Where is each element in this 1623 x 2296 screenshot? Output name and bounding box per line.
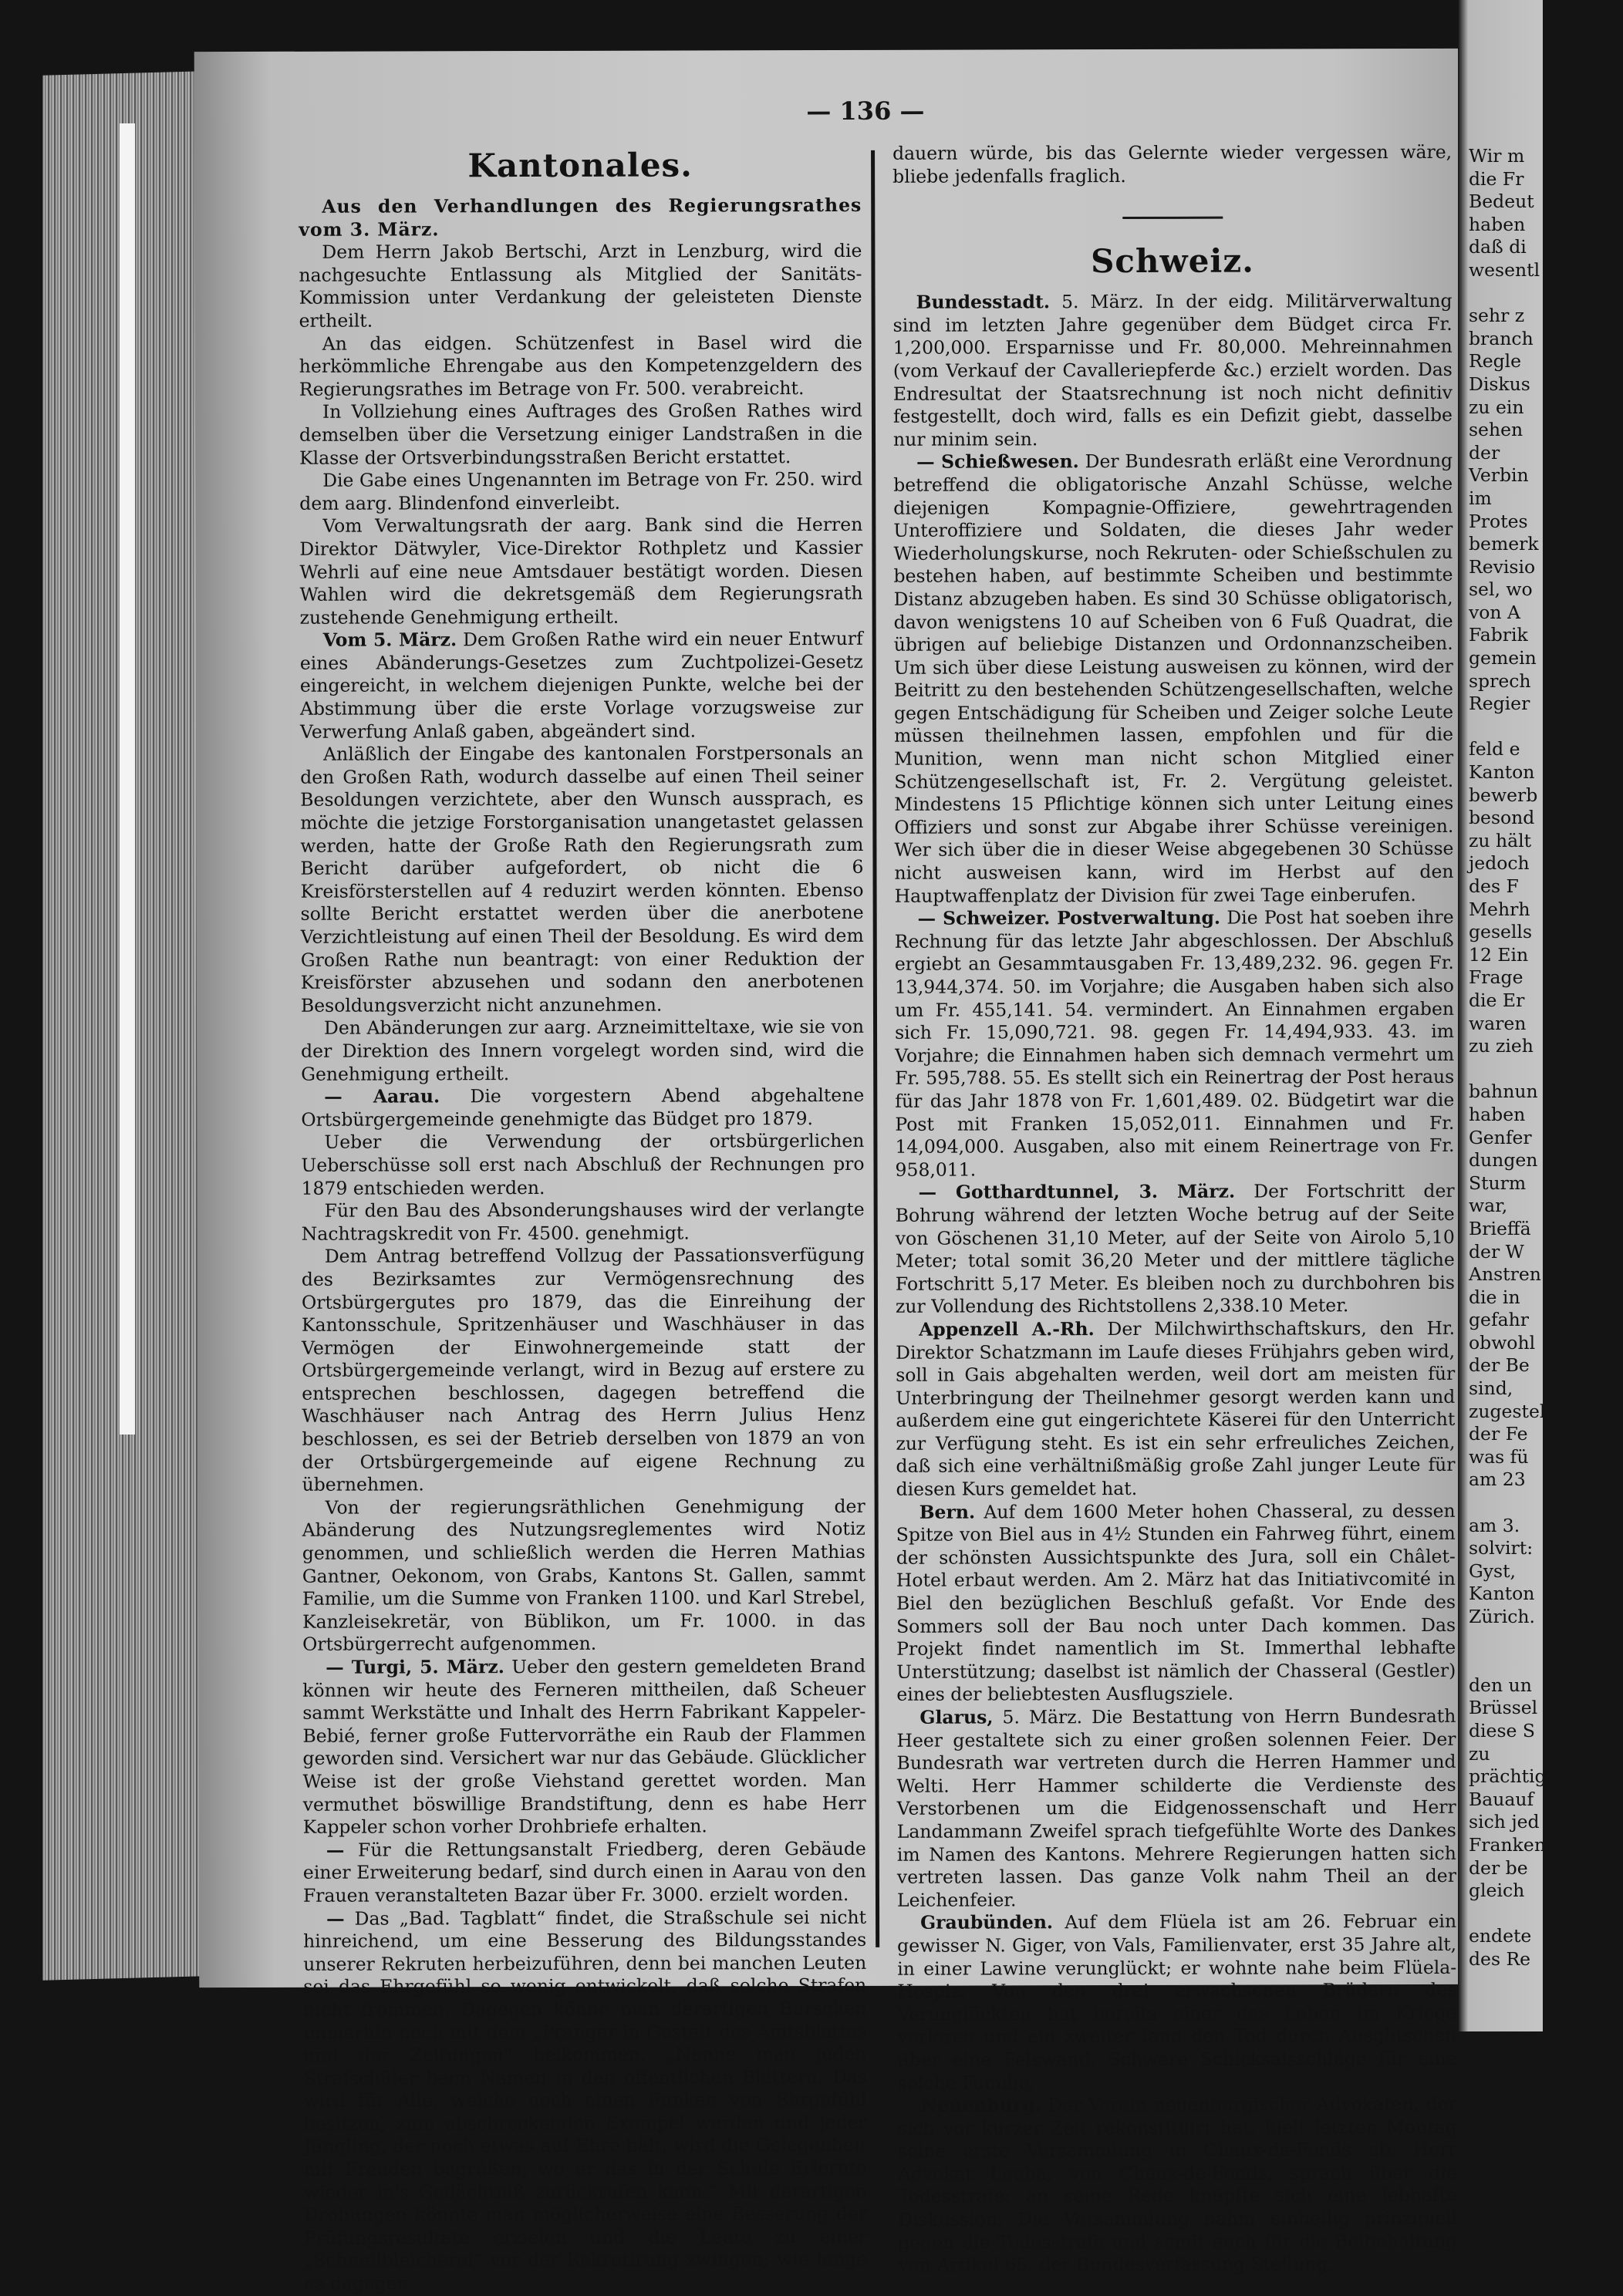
article-paragraph	[299, 194, 862, 241]
next-page-line	[1469, 1492, 1623, 1515]
section-title-schweiz: Schweiz.	[1090, 241, 1254, 281]
next-page-line: Regle	[1469, 350, 1522, 373]
next-page-line: feld e	[1469, 738, 1520, 760]
section-title-kantonales: Kantonales.	[467, 146, 693, 185]
paragraph-text: Von der regierungsräthlichen Genehmigung der Abänderung des Nutzungsreglementes wird Notiz genommen, und schließlich werden die Herren Mathias Gantner, Oekonom, von Grabs, Kantons St. Gallen, sammt Familie, um die Summe von Franken 1100. und Karl Strebel, Kanzleisekretär, von Büblikon, um Fr. 1000. in das Ortsbürgerrecht aufgenommen.	[302, 1495, 866, 1656]
next-page-line: dungen	[1469, 1149, 1538, 1172]
paragraph-lead: Graubünden.	[920, 1911, 1054, 1934]
next-page-line: wesentl	[1469, 258, 1540, 281]
next-page-line: des Re	[1469, 1947, 1531, 1970]
article-paragraph	[303, 1838, 866, 1908]
paragraph-text: Den Abänderungen zur aarg. Arzneimitteltaxe, wie sie von der Direktion des Innern vorgelegt worden sind, wird die Genehmigung ertheilt.	[301, 1016, 865, 1085]
paragraph-text: An das eidgen. Schützenfest in Basel wird die herkömmliche Ehrengabe aus den Kompetenzgeldern des Regierungsrathes im Betrage von Fr. 500. verabreicht.	[299, 331, 862, 400]
paragraph-text: Der Bundesrath erläßt eine Verordnung betreffend die obligatorische Anzahl Schüsse, welche diejenigen Kompagnie-Offiziere, gewehrtragenden Unteroffiziere und Soldaten, die dieses Jahr weder Wiederholungskurse, noch Rekruten- oder Schießschulen zu bestehen haben, auf bestimmte Scheiben und bestimmte Distanz abzugeben haben. Es sind 30 Schüsse obligatorisch, davon wenigstens 10 auf Scheiben von 6 Fuß Quadrat, die übrigen auf beliebige Distanzen und Ordonnanzscheiben. Um sich über diese Leistung ausweisen zu können, wird der Beitritt zu den bestehenden Schützengesellschaften, welche gegen Entschädigung für Scheiben und Zeiger solche Leute müssen theilnehmen lassen, empfohlen und für die Munition, wenn man nicht schon Mitglied einer Schützengesellschaft ist, Fr. 2. Vergütung geleistet. Mindestens 15 Pflichtige können sich unter Leitung eines Offiziers und sonst zur Abgabe ihrer Schüsse vereinigen. Wer sich über die in dieser Weise abgegebenen 30 Schüsse nicht ausweisen kann, wird im Herbst auf den Hauptwaffenplatz der Division für zwei Tage einberufen.	[893, 450, 1454, 907]
paragraph-lead: — Schießwesen.	[916, 450, 1079, 474]
paragraph-lead: — Aarau.	[324, 1085, 440, 1108]
next-page-line: besond	[1469, 807, 1535, 829]
article-paragraph	[893, 290, 1453, 451]
next-page-line: war,	[1469, 1195, 1508, 1217]
next-page-line: Frage	[1469, 966, 1523, 989]
kantonales-articles	[299, 194, 867, 2296]
paragraph-lead: Bern.	[919, 1501, 976, 1523]
newspaper-page	[194, 49, 1465, 2294]
next-page-line: waren	[1469, 1012, 1527, 1034]
next-page-line: obwohl	[1469, 1331, 1536, 1354]
article-paragraph	[301, 1016, 864, 1086]
article-paragraph	[301, 1084, 864, 1131]
next-page-line: jedoch	[1469, 852, 1530, 875]
next-page-line: endete	[1469, 1925, 1532, 1947]
next-page-text-fragments	[1469, 145, 1623, 1971]
next-page-line: der Fe	[1469, 1423, 1528, 1445]
next-page-line: bahnun	[1469, 1081, 1538, 1103]
next-page-line: Regier	[1469, 693, 1530, 715]
next-page-line: von A	[1469, 601, 1521, 623]
next-page-line: 12 Ein	[1469, 943, 1529, 966]
next-page-line: Bedeut	[1469, 190, 1534, 213]
next-page-line: gesells	[1469, 921, 1533, 943]
article-paragraph	[302, 1244, 865, 1496]
next-page-line: sind,	[1469, 1377, 1513, 1400]
left-column	[299, 143, 867, 2296]
next-page-line: zugestel	[1469, 1400, 1546, 1422]
next-page-line: Zürich.	[1469, 1606, 1535, 1627]
next-page-line: Kanton	[1469, 1583, 1535, 1605]
next-page-line: gefahr	[1469, 1309, 1530, 1331]
article-paragraph	[299, 240, 862, 332]
next-page-line: Genfer	[1469, 1126, 1532, 1148]
next-page-line: sich jed	[1469, 1811, 1540, 1833]
paragraph-lead: Neuenburg.	[920, 2094, 1041, 2116]
next-page-line: sel, wo	[1469, 578, 1533, 601]
article-paragraph	[896, 1500, 1456, 1707]
paragraph-text: Auf dem Flüela ist am 26. Februar ein gewisser N. Giger, von Vals, Familienvater, erst 35 Jahre alt, in einer Lawine verunglückt; er wohnte nahe beim Flüela-Hospiz. Von den drei erwachsenen Brüdern des Verunglückten hat bereits einer das Leben im Kriege verloren und ein zweiter fand den Tod durch Ausglitschen über eine Felswand. Schwere Schicksalsschläge für eine solche Familie.	[897, 1910, 1457, 2094]
article-paragraph	[300, 628, 863, 743]
next-page-line: Diskus	[1469, 373, 1530, 395]
paragraph-lead: —	[326, 1907, 345, 1930]
next-page-line: Protes	[1469, 510, 1528, 532]
article-paragraph	[302, 1495, 866, 1657]
paragraph-text: Die Gabe eines Ungenannten im Betrage von Fr. 250. wird dem aarg. Blindenfond einverleibt.	[299, 468, 863, 514]
next-page-line: branch	[1469, 327, 1534, 349]
article-paragraph	[302, 1655, 866, 1839]
next-page-line: Bauauf	[1469, 1788, 1534, 1810]
next-page-line: der Be	[1469, 1354, 1530, 1377]
next-page-line: Anstren	[1469, 1263, 1541, 1286]
article-paragraph	[893, 450, 1454, 908]
next-page-line: Sturm	[1469, 1172, 1527, 1194]
article-paragraph	[896, 1180, 1455, 1318]
article-paragraph	[299, 331, 862, 401]
article-paragraph	[300, 742, 864, 1017]
paragraph-lead: Appenzell A.-Rh.	[919, 1318, 1095, 1340]
paragraph-text: 5. März. In der eidg. Militärverwaltung sind im letzten Jahre gegenüber dem Büdget circa Fr. 1,200,000. Ersparnisse und Fr. 80,000. Mehreinnahmen (vom Verkauf der Cavalleriepferde &c.) erzielt worden. Das Endresultat der Staatsrechnung ist noch nicht definitiv festgestellt, doch wird, falls es ein Defizit giebt, dasselbe nur minim sein.	[892, 290, 1453, 450]
next-page-line	[1469, 1058, 1623, 1081]
next-page-edge	[1458, 0, 1547, 2031]
schweiz-articles	[893, 290, 1458, 2277]
next-page-line: Mehrh	[1469, 898, 1530, 920]
article-paragraph	[299, 514, 862, 629]
article-paragraph	[301, 1130, 864, 1200]
paragraph-text: Die Post hat soeben ihre Rechnung für das letzte Jahr abgeschlossen. Der Abschluß ergiebt an Gesammtausgaben Fr. 13,489,232. 96. gegen Fr. 13,944,374. 50. im Vorjahre; die Ausgaben haben sich also um Fr. 455,141. 54. vermindert. An Einnahmen ergaben sich Fr. 15,090,721. 98. gegen Fr. 14,494,933. 43. im Vorjahre; die Einnahmen haben sich demnach vermehrt um Fr. 595,788. 55. Es stellt sich ein Reinertrag der Post heraus für das Jahr 1878 von Fr. 1,601,489. 02. Büdgetirt war die Post mit Franken 15,052,011. Einnahmen und Fr. 14,094,000. Ausgaben, also mit einem Reinertrage von Fr. 958,011.	[894, 906, 1455, 1181]
paragraph-text: Anläßlich der Eingabe des kantonalen Forstpersonals an den Großen Rath, wodurch dasselbe auf einen Theil seiner Besoldungen verzichtete, aber den Wunsch aussprach, es möchte die jetzige Forstorganisation unangetastet gelassen werden, hatte der Große Rath den Regierungsrath zum Bericht darüber aufgefordert, ob nicht die 6 Kreisförsterstellen auf 4 reduzirt werden könnten. Ebenso sollte Bericht erstattet werden über die anerbotene Verzichtleistung auf einen Theil der Besoldung. Es wird dem Großen Rathe nun beantragt: von einer Reduktion der Kreisförster abzusehen und sodann den anerbotenen Besoldungsverzicht nicht anzunehmen.	[300, 742, 864, 1017]
next-page-line: prächtig	[1469, 1765, 1547, 1788]
next-page-line: Kanton	[1469, 761, 1535, 784]
next-page-line: der W	[1469, 1240, 1524, 1263]
next-page-line: sehr z	[1469, 305, 1525, 327]
next-page-line: die Fr	[1469, 167, 1524, 190]
paragraph-text: Vom Verwaltungsrath der aarg. Bank sind die Herren Direktor Dätwyler, Vice-Direktor Rothpletz und Kassier Wehrli auf eine neue Amtsdauer bestätigt worden. Diesen Wahlen wird die dekretsgemäß dem Regierungsrath zustehende Genehmigung ertheilt.	[299, 514, 863, 629]
article-paragraph	[896, 1705, 1456, 1912]
next-page-line: Fabrik	[1469, 624, 1528, 646]
paragraph-lead: Vom 5. März.	[322, 629, 457, 651]
next-page-line: was fü	[1469, 1445, 1529, 1468]
article-paragraph	[897, 1910, 1457, 2095]
paragraph-text: Dem Großen Rathe wird ein neuer Entwurf eines Abänderungs-Gesetzes zum Zuchtpolizei-Gesetz eingereicht, in welchem diejenigen Punkte, welche bei der Abstimmung über die erste Vorlage vorzugsweise zur Verwerfung Anlaß gaben, abgeändert sind.	[299, 628, 863, 743]
next-page-line	[1469, 282, 1623, 305]
page-number: — 136 —	[806, 96, 925, 126]
paragraph-text: Ueber den gestern gemeldeten Brand können wir heute des Ferneren mittheilen, daß Scheuer sammt Werkstätte und Inhalt des Herrn Fabrikant Kappeler-Bebié, ferner große Futtervorräthe ein Raub der Flammen geworden sind. Versichert war nur das Gebäude. Glücklicher Weise ist der große Viehstand gerettet worden. Man vermuthet böswillige Brandstiftung, denn es habe Herr Kappeler schon vorher Drohbriefe erhalten.	[302, 1654, 866, 1838]
next-page-line: gemein	[1469, 647, 1537, 669]
next-page-line: Verbin	[1469, 464, 1529, 487]
paragraph-lead: Aus den Verhandlungen des Regierungsrathes vom 3. März.	[299, 194, 862, 241]
next-page-line: zu	[1469, 1742, 1490, 1765]
paragraph-lead: —	[326, 1839, 345, 1861]
paragraph-text: 5. März. Die Bestattung von Herrn Bundesrath Heer gestaltete sich zu einer großen solennen Feier. Der Bundesrath war vertreten durch die Herren Hammer und Welti. Herr Hammer schilderte die Verdienste des Verstorbenen um die Eidgenossenschaft und Herr Landammann Zweifel sprach tiefgefühlte Worte des Dankes im Namen des Kantons. Mehrere Regierungen hatten sich vertreten lassen. Das ganze Volk nahm Theil an der Leichenfeier.	[896, 1704, 1456, 1911]
next-page-line: haben	[1469, 1103, 1526, 1125]
article-paragraph	[896, 1317, 1456, 1502]
next-page-line	[1469, 716, 1623, 739]
right-column	[892, 141, 1457, 2277]
next-page-line: solvirt:	[1469, 1537, 1534, 1559]
column-divider	[871, 150, 879, 1947]
next-page-line: Brieffä	[1469, 1217, 1531, 1239]
next-page-line: zu hält	[1469, 829, 1532, 851]
next-page-line: sprech	[1469, 669, 1531, 692]
continued-paragraph: dauern würde, bis das Gelernte wieder vergessen wäre, bliebe jedenfalls fraglich.	[892, 140, 1453, 187]
next-page-line: der	[1469, 441, 1500, 464]
next-page-line: des F	[1469, 875, 1519, 897]
next-page-line: sehen	[1469, 419, 1523, 441]
next-page-line: bemerk	[1469, 533, 1539, 555]
next-page-line: am 23	[1469, 1468, 1526, 1491]
next-page-line: am 3.	[1469, 1514, 1520, 1536]
next-page-line: gleich	[1469, 1880, 1525, 1902]
paragraph-lead: — Turgi, 5. März.	[326, 1656, 504, 1678]
paragraph-text: Der Verein neuenburgischer Advokaten, der sich vor kurzer Zeit rekonstituirt hat, hielt letzten Montag seine erste Versammlung in Chaux-de-Fonds ab. Herr Advokat Leuba, von Chaux-de-Fonds, sprach über die Todesstrafe; an seine Rede knüpfte sich eine lebhafte Diskussion. Die Versammlung nahm einhellig prinzipiell gegen die Todesstrafe und somit auch für die Beibehaltung von Artikel 65. der Bundesverfassung Stellung.	[897, 2092, 1458, 2277]
paragraph-text: Dem Antrag betreffend Vollzug der Passationsverfügung des Bezirksamtes zur Vermögensrechnung des Ortsbürgergutes pro 1879, das die Einreihung der Kantonsschule, Spritzenhäuser und Waschhäuser in das Vermögen der Einwohnergemeinde statt der Ortsbürgergemeinde verlangt, wird in Bezug auf erstere zu entsprechen beschlossen, dagegen betreffend die Waschhäuser nach Antrag des Herrn Julius Henz beschlossen, es sei der Betrieb derselben von 1879 an von der Ortsbürgergemeinde auf eigene Rechnung zu übernehmen.	[301, 1244, 865, 1496]
next-page-line: im	[1469, 487, 1492, 509]
next-page-line: bewerb	[1469, 784, 1538, 806]
next-page-line: Revisio	[1469, 555, 1536, 578]
paragraph-text: Auf dem 1600 Meter hohen Chasseral, zu dessen Spitze von Biel aus in 4½ Stunden ein Fahrweg führt, einem der schönsten Aussichtspunkte des Jura, soll ein Châlet-Hotel erbaut werden. Am 2. März hat das Initiativcomité in Biel den bezüglichen Beschluß gefaßt. Vor Ende des Sommers soll der Bau noch unter Dach kommen. Das Projekt findet namentlich im St. Immerthal lebhafte Unterstützung; daselbst ist nämlich der Chasseral (Gestler) eines der beliebtesten Ausflugsziele.	[896, 1499, 1456, 1706]
paragraph-lead: Glarus,	[919, 1706, 994, 1728]
paragraph-text: Der Fortschritt der Bohrung während der letzten Woche betrug auf der Seite von Göschenen 31,10 Meter, auf der Seite von Airolo 5,10 Meter; total somit 36,20 Meter und der mittlere tägliche Fortschritt 5,17 Meter. Es bleiben noch zu durchbohren bis zur Vollendung des Richtstollens 2,338.10 Meter.	[895, 1180, 1455, 1318]
paragraph-text: Das „Bad. Tagblatt“ findet, die Straßschule sei nicht hinreichend, um eine Besserung des Bildungsstandes unserer Rekruten herbeizuführen, denn bei manchen Leuten sei das Ehrgefühl so wenig entwickelt, daß solche Strafen nicht frommen. Dagegen könne man derartigen Burschen immerhin noch mit dem „Pranger in Gestalt des Amtsblattes und der Zeitungen“ beikommen. „Nenne man jeden Strafschüler beim Namen in den öffentlichen Blättern. Das wird für Alle, welche noch einen Funken von Ehrgefühl besitzen, zum abschreckenden Exempel werden und jeder Jüngling, der noch etwas auf Ehre hält, wird die Gelegenheit mit Freuden begrüßen, wo er das in der Schule Erlernte wieder in's Gedächtniß zurückrufen kann.“ Mit derartigen Drohungen könnte man möglicherweise eine Besserung der Prüfungsresultate erzielen und die Leute zu einer „Schnellbleicherei“ vor der Rekrutirung zwingen; wie lange es dagegen	[303, 1906, 868, 2294]
paper-strip	[120, 123, 135, 1435]
next-page-line	[1469, 1651, 1623, 1674]
paragraph-lead: — Schweizer. Postverwaltung.	[917, 906, 1221, 929]
next-page-line	[1469, 1903, 1623, 1926]
paragraph-text: In Vollziehung eines Auftrages des Großen Rathes wird demselben über die Versetzung einiger Landstraßen in die Klasse der Ortsverbindungsstraßen Bericht erstattet.	[299, 400, 863, 469]
paragraph-text: Dem Herrn Jakob Bertschi, Arzt in Lenzburg, wird die nachgesuchte Entlassung als Mitglied der Sanitäts-Kommission unter Verdankung der geleisteten Dienste ertheilt.	[299, 240, 862, 332]
paragraph-text: Die vorgestern Abend abgehaltene Ortsbürgergemeinde genehmigte das Büdget pro 1879.	[301, 1084, 865, 1131]
article-paragraph	[895, 906, 1455, 1182]
article-paragraph	[302, 1199, 865, 1246]
next-page-line: der be	[1469, 1856, 1528, 1879]
article-paragraph	[898, 2093, 1458, 2277]
article-paragraph	[299, 468, 862, 515]
next-page-line: zu zieh	[1469, 1035, 1534, 1057]
next-page-line: die Er	[1469, 989, 1525, 1011]
article-paragraph	[299, 400, 862, 470]
next-page-line: den un	[1469, 1674, 1532, 1696]
next-page-line: diese S	[1469, 1719, 1536, 1741]
next-page-line	[1469, 1629, 1623, 1652]
section-divider	[1122, 217, 1223, 219]
paragraph-text: Der Milchwirthschaftskurs, den Hr. Direktor Schatzmann im Laufe dieses Frühjahrs geben wird, soll in Gais abgehalten werden, weil dort am meisten für Unterbringung der Theilnehmer gesorgt werden kann und außerdem eine gut eingerichtete Käserei für den Unterricht zur Verfügung steht. Es ist ein sehr erfreuliches Zeichen, daß sich eine verhältnißmäßig große Zahl junger Leute für diesen Kurs gemeldet hat.	[896, 1317, 1456, 1500]
next-page-line: haben	[1469, 213, 1526, 235]
next-page-line: Brüssel	[1469, 1697, 1538, 1719]
paragraph-lead: Bundesstadt.	[916, 291, 1051, 313]
next-page-line: Gyst,	[1469, 1559, 1517, 1582]
next-page-line: Franken	[1469, 1833, 1546, 1856]
next-page-line: daß di	[1469, 236, 1527, 258]
next-page-line: Wir m	[1469, 145, 1525, 167]
next-page-line: die in	[1469, 1286, 1520, 1308]
paragraph-lead: — Gotthardtunnel, 3. März.	[918, 1180, 1236, 1204]
article-paragraph	[303, 1906, 867, 2295]
paragraph-text: Ueber die Verwendung der ortsbürgerlichen Ueberschüsse soll erst nach Abschluß der Rechnungen pro 1879 entschieden werden.	[301, 1130, 865, 1199]
paragraph-text: Für die Rettungsanstalt Friedberg, deren Gebäude einer Erweiterung bedarf, sind durch einen in Aarau von den Frauen veranstalteten Bazar über Fr. 3000. erzielt worden.	[302, 1837, 866, 1907]
next-page-line: zu ein	[1469, 396, 1524, 418]
paragraph-text: Für den Bau des Absonderungshauses wird der verlangte Nachtragskredit von Fr. 4500. genehmigt.	[301, 1199, 865, 1245]
